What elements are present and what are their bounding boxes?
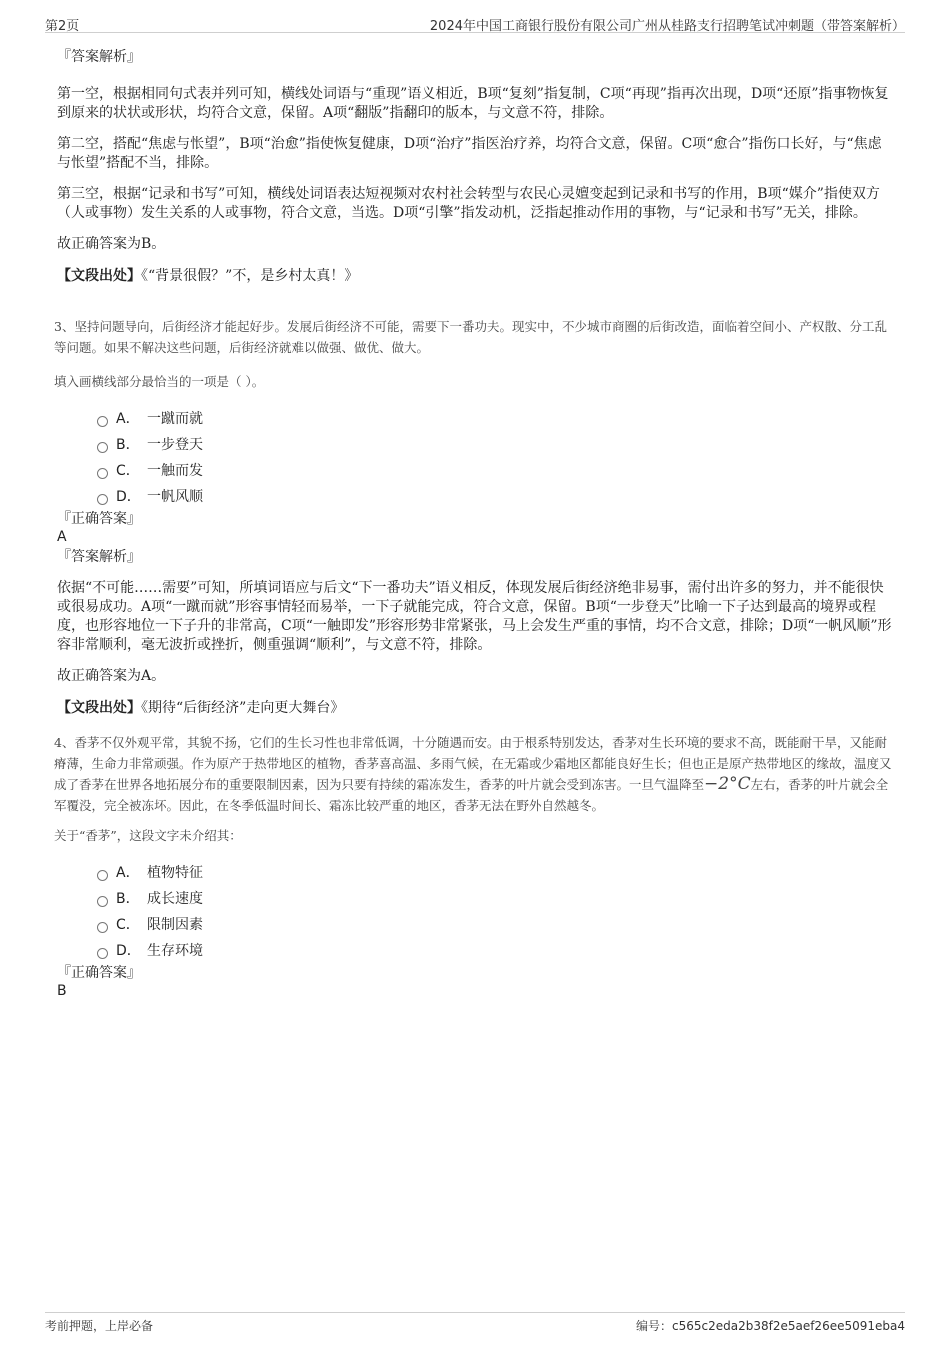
q3-source [57,698,893,718]
footer-slogan: 考前押题，上岸必备 [45,1319,154,1333]
q3-analysis: 依据“不可能……需要”可知，所填词语应与后文“下一番功夫”语义相反，体现发展后街经济绝非易事，需付出许多的努力，并不能很快或很易成功。A项“一蹴而就”形容事情轻而易举，一下子就能完成，符合文意，保留。B项“一步登天”比喻一下子达到最高的境界或程度，也形容地位一下子升的非常高，C项“一触即发”形容形势非常紧张，马上会发生严重的事情，均不合文意，排除；D项“一帆风顺”形容非常顺利，毫无波折或挫折，侧重强调“顺利”，与文意不符，排除。 [57,580,892,653]
q4-option-b[interactable]: B． 成长速度 [97,886,893,912]
q3-option-a[interactable]: A． 一蹴而就 [97,406,893,432]
q4-question-part-2: 左右，香茅的叶片就会全军覆没，完全被冻坏。因此，在冬季低温时间长、霜冻比较严重的地区，香茅无法在野外自然越冬。 [54,777,889,813]
q2-conclusion: 故正确答案为B。 [57,236,166,252]
radio-icon[interactable] [97,468,108,479]
q4-question [54,732,893,816]
radio-icon[interactable] [97,948,108,959]
q3-prompt: 填入画横线部分最恰当的一项是（ ）。 [54,374,265,389]
q2-source-title: 《“背景很假？”不，是乡村太真！》 [141,268,359,284]
q4-option-a[interactable]: A． 植物特征 [97,860,893,886]
document-title: 2024年中国工商银行股份有限公司广州从桂路支行招聘笔试冲刺题（带答案解析） [429,19,905,34]
q2-analysis-para-1: 第一空，根据相同句式表并列可知，横线处词语与“重现”语义相近，B项“复刻”指复制，C项“再现”指再次出现，D项“还原”指事物恢复到原来的状状或形状，均符合文意，保留。A项“翻版”指翻印的版本，与文意不符，排除。 [57,86,889,121]
q3-option-c[interactable]: C． 一触而发 [97,458,893,484]
q4-prompt: 关于“香茅”，这段文字未介绍其： [54,828,242,843]
page-header [45,12,905,33]
q2-analysis-label: 『答案解析』 [57,49,141,65]
q2-source-label: 【文段出处】 [57,268,141,284]
q3-option-b[interactable]: B． 一步登天 [97,432,893,458]
page-footer [45,1312,905,1335]
q4-option-c[interactable]: C． 限制因素 [97,912,893,938]
q3-correct-label: 『正确答案』 [57,511,141,527]
radio-icon[interactable] [97,416,108,427]
q4-correct-answer: B [57,983,67,999]
q2-analysis-para-3: 第三空，根据“记录和书写”可知，横线处词语表达短视频对农村社会转型与农民心灵嬗变起到记录和书写的作用，B项“媒介”指使双方（人或事物）发生关系的人或事物，符合文意，当选。D项“引擎”指发动机，泛指起推动作用的事物，与“记录和书写”无关，排除。 [57,186,880,221]
q4-correct-label: 『正确答案』 [57,965,141,981]
radio-icon[interactable] [97,896,108,907]
q3-options [97,406,893,510]
q3-option-d[interactable]: D． 一帆风顺 [97,484,893,510]
page-number: 第2页 [45,19,80,34]
q4-question-part-1: 4、香茅不仅外观平常，其貌不扬，它们的生长习性也非常低调，十分随遇而安。由于根系特别发达，香茅对生长环境的要求不高，既能耐干旱，又能耐瘠薄，生命力非常顽强。作为原产于热带地区的植物，香茅喜高温、多雨气候，在无霜或少霜地区都能良好生长；但也正是原产热带地区的缘故，温度又成了香茅在世界各地拓展分布的重要限制因素，因为只要有持续的霜冻发生，香茅的叶片就会受到冻害。一旦气温降至 [54,735,892,792]
radio-icon[interactable] [97,442,108,453]
q4-temperature: −2°C [704,774,751,794]
q3-question: 3、坚持问题导向，后街经济才能起好步。发展后街经济不可能，需要下一番功夫。现实中，不少城市商圈的后街改造，面临着空间小、产权散、分工乱等问题。如果不解决这些问题，后街经济就难以做强、做优、做大。 [54,319,887,355]
radio-icon[interactable] [97,922,108,933]
q3-analysis-label: 『答案解析』 [57,549,141,565]
q2-analysis-para-2: 第二空，搭配“焦虑与怅望”，B项“治愈”指使恢复健康，D项“治疗”指医治疗养，均符合文意，保留。C项“愈合”指伤口长好，与“焦虑与怅望”搭配不当，排除。 [57,136,882,171]
q4-options [97,860,893,964]
q3-correct-answer: A [57,529,67,545]
q3-source-label: 【文段出处】 [57,700,141,716]
document-body [54,45,893,1000]
q3-conclusion: 故正确答案为A。 [57,668,166,684]
q2-source [57,266,893,286]
radio-icon[interactable] [97,870,108,881]
radio-icon[interactable] [97,494,108,505]
q3-source-title: 《期待“后街经济”走向更大舞台》 [141,700,345,716]
document-code: 编号：c565c2eda2b38f2e5aef26ee5091eba4 [635,1319,905,1333]
q4-option-d[interactable]: D． 生存环境 [97,938,893,964]
